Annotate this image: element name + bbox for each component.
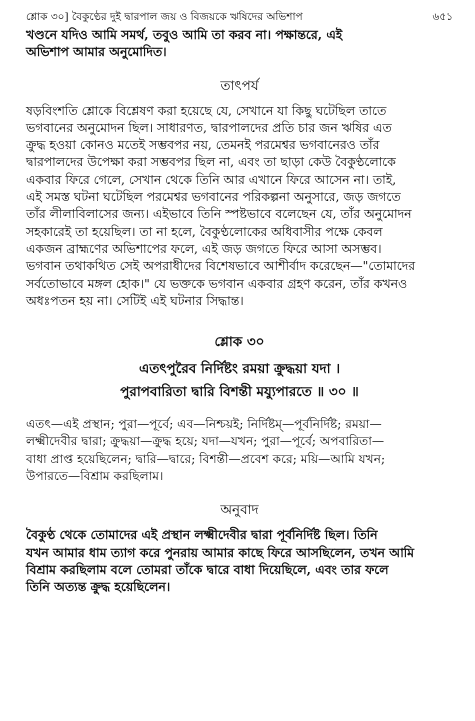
purport-line: একবার ফিরে গেলে, সেখান থেকে তিনি আর এখানে ফিরে আসেন না। তাই, xyxy=(26,171,397,187)
purport-line: এই সমস্ত ঘটনা ঘটেছিল পরমেশ্বর ভগবানের পরিকল্পনা অনুসারে, জড় জগতে xyxy=(26,189,401,205)
page-header xyxy=(26,10,453,26)
synonyms-line: বাধা প্রাপ্ত হয়েছিলেন; দ্বারি—দ্বারে; বিশন্তী—প্রবেশ করে; ময়ি—আমি যখন; xyxy=(26,451,386,466)
synonyms-line: উপারতে—বিশ্রাম করছিলাম। xyxy=(26,469,164,484)
verse-line: পুরাপবারিতা দ্বারি বিশন্তী ময্যুপারতে ॥ ৩০ ॥ xyxy=(120,384,359,401)
page-number: ৬৫১ xyxy=(432,11,453,23)
verse-line: এতৎপুরৈব নির্দিষ্টং রময়া ক্রুদ্ধয়া যদা । xyxy=(138,361,341,378)
synonyms-paragraph xyxy=(26,416,453,485)
purport-line: ষড়বিংশতি শ্লোকে বিশ্লেষণ করা হয়েছে যে, সেখানে যা কিছু ঘটেছিল তাতে xyxy=(26,102,387,118)
purport-line: ভগবানের অনুমোদন ছিল। সাধারণত, দ্বারপালদের প্রতি চার জন ঋষির এত xyxy=(26,119,392,135)
synonyms-line: এতৎ—এই প্রস্থান; পুরা—পূর্বে; এব—নিশ্চয়ই; নির্দিষ্টম্—পূর্বনির্দিষ্ট; রময়া— xyxy=(26,417,382,432)
synonyms-line: লক্ষ্মীদেবীর দ্বারা; ক্রুদ্ধয়া—ক্রুদ্ধ হয়ে; যদা—যখন; পুরা—পূর্বে; অপবারিতা— xyxy=(26,434,385,449)
verse-text xyxy=(26,358,453,404)
translation-heading: অনুবাদ xyxy=(220,502,259,519)
verse-number: শ্লোক ৩০ xyxy=(214,334,265,351)
purport-line: তাঁর লীলাবিলাসের জন্য। এইভাবে তিনি স্পষ্টভাবে বলেছেন যে, তাঁর অনুমোদন xyxy=(26,206,412,222)
intro-paragraph xyxy=(26,26,453,61)
translation-line: বৈকুণ্ঠ থেকে তোমাদের এই প্রস্থান লক্ষ্মীদেবীর দ্বারা পূর্বনির্দিষ্ট ছিল। তিনি xyxy=(26,527,378,543)
translation-line: তিনি অত্যন্ত ক্রুদ্ধ হয়েছিলেন। xyxy=(26,579,171,595)
intro-line: খণ্ডনে যদিও আমি সমর্থ, তবুও আমি তা করব না। পক্ষান্তরে, এই xyxy=(26,27,343,42)
purport-line: দ্বারপালদের উপেক্ষা করা সম্ভবপর ছিল না, এবং তা ছাড়া কেউ বৈকুণ্ঠলোকে xyxy=(26,154,396,170)
purport-line: সর্বতোভাবে মঙ্গল হোক।" যে ভক্তকে ভগবান একবার গ্রহণ করেন, তাঁর কখনও xyxy=(26,275,408,291)
translation-paragraph xyxy=(26,526,453,595)
purport-heading: তাৎপর্য xyxy=(220,77,259,94)
purport-line: একজন ব্রাহ্মণের অভিশাপের ফলে, এই জড় জগতে ফিরে আসা অসম্ভব। xyxy=(26,240,382,256)
running-head: শ্লোক ৩০] বৈকুণ্ঠের দুই দ্বারপাল জয় ও বিজয়কে ঋষিদের অভিশাপ xyxy=(26,11,303,23)
purport-paragraph xyxy=(26,102,453,310)
purport-line: অধঃপতন হয় না। সেটিই এই ঘটনার সিদ্ধান্ত। xyxy=(26,292,244,308)
translation-line: বিশ্রাম করছিলাম বলে তোমরা তাঁকে দ্বারে বাধা দিয়েছিলে, এবং তার ফলে xyxy=(26,561,389,577)
intro-line: অভিশাপ আমার অনুমোদিত। xyxy=(26,44,167,60)
translation-line: যখন আমার ধাম ত্যাগ করে পুনরায় আমার কাছে ফিরে আসছিলেন, তখন আমি xyxy=(26,544,415,560)
purport-line: ক্রুদ্ধ হওয়া কোনও মতেই সম্ভবপর নয়, তেমনই পরমেশ্বর ভগবানেরও তাঁর xyxy=(26,137,380,153)
purport-line: ভগবান তথাকথিত সেই অপরাধীদের বিশেষভাবে আশীর্বাদ করেছেন—"তোমাদের xyxy=(26,258,416,274)
purport-line: সহকারেই তা হয়েছিল। তা না হলে, বৈকুণ্ঠলোকের অধিবাসীর পক্ষে কেবল xyxy=(26,223,383,239)
